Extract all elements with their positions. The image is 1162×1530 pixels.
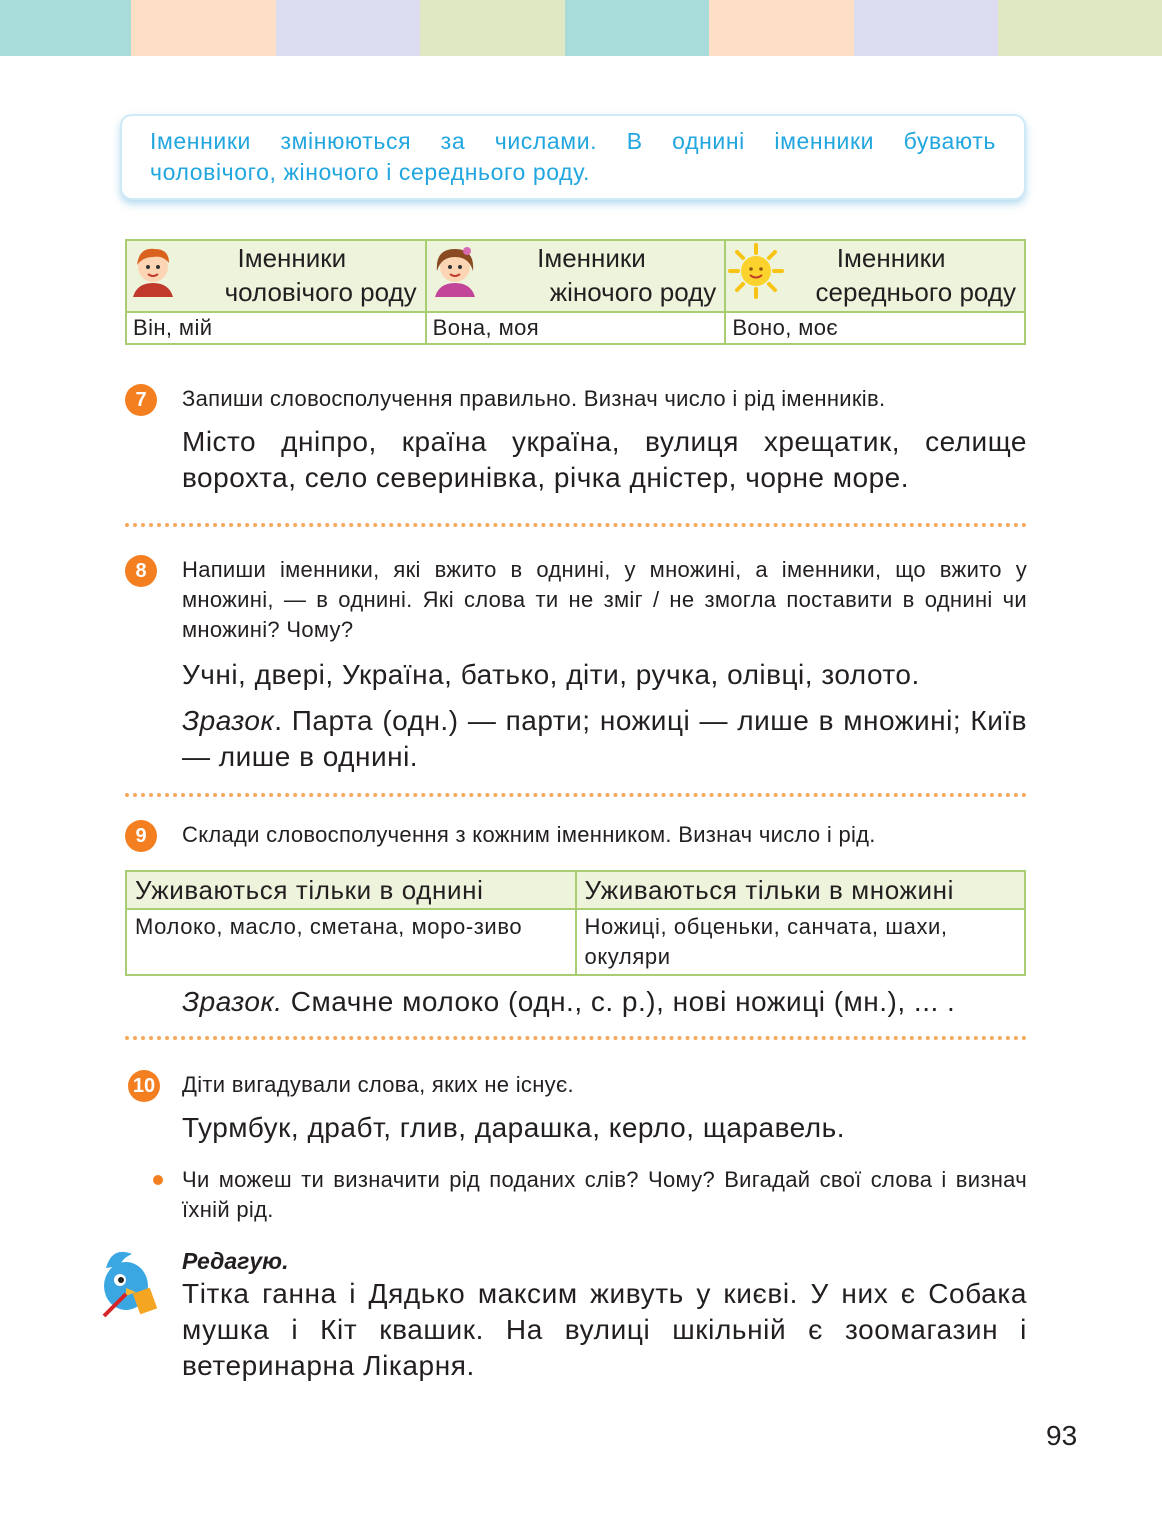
- task-sample: [182, 703, 1027, 775]
- task-number-badge: 10: [128, 1070, 160, 1102]
- rule-line-2: чоловічого, жіночого і середнього роду.: [150, 159, 590, 185]
- rule-line-1: Іменники змінюються за числами. В однині іменники бувають: [150, 128, 996, 154]
- task-8: [125, 555, 1027, 775]
- usage-header-plural: Уживаються тільки в множині: [576, 871, 1026, 909]
- sample-label: Зразок.: [182, 986, 283, 1017]
- stripe-segment: [420, 0, 565, 56]
- stripe-segment: [276, 0, 420, 56]
- dotted-divider: [125, 523, 1027, 527]
- sample-text: . Парта (одн.) — парти; ножиці — лише в множині; Київ — лише в однині.: [182, 705, 1027, 772]
- top-color-stripe: [0, 0, 1162, 56]
- stripe-segment: [998, 0, 1162, 56]
- task-text: Місто дніпро, країна україна, вулиця хрещатик, селище ворохта, село северинівка, річка дністер, чорне море.: [182, 426, 1027, 493]
- header-line: жіночого роду: [549, 277, 717, 307]
- bird-mascot-icon: [92, 1246, 162, 1326]
- sample-text: Смачне молоко (одн., с. р.), нові ножиці (мн.), ... .: [282, 986, 956, 1017]
- gender-table: [125, 239, 1026, 345]
- task-instruction: Діти вигадували слова, яких не існує.: [182, 1072, 574, 1097]
- bullet-dot: [153, 1175, 163, 1185]
- task-sample: [182, 984, 1027, 1020]
- gender-cell: Вона, моя: [426, 312, 726, 344]
- usage-cell-plural: Ножиці, обценьки, санчата, шахи, окуляри: [576, 909, 1026, 975]
- header-line: Іменники: [537, 243, 646, 273]
- stripe-segment: [709, 0, 854, 56]
- sample-label: Зразок: [182, 705, 275, 736]
- girl-icon: [429, 243, 481, 297]
- gender-header-neuter: [725, 240, 1025, 312]
- task-instruction: Склади словосполучення з кожним іменником. Визнач число і рід.: [182, 822, 876, 847]
- sun-icon: [728, 243, 784, 299]
- task-number-badge: 8: [125, 555, 157, 587]
- task-number-badge: 7: [125, 384, 157, 416]
- usage-cell-singular: Молоко, масло, сметана, моро-зиво: [126, 909, 576, 975]
- gender-header-feminine: [426, 240, 726, 312]
- stripe-segment: [0, 0, 131, 56]
- gender-cell: Він, мій: [126, 312, 426, 344]
- task-text: Учні, двері, Україна, батько, діти, ручка, олівці, золото.: [182, 659, 920, 690]
- task-9: [125, 820, 1027, 850]
- header-line: чоловічого роду: [224, 277, 417, 307]
- task-number-badge: 9: [125, 820, 157, 852]
- task-instruction: Напиши іменники, які вжито в однині, у множині, а іменники, що вжито у множині, — в однині. Які слова ти не зміг / не змогла поставити в однині чи множині? Чому?: [182, 557, 1027, 642]
- boy-icon: [129, 243, 177, 297]
- dotted-divider: [125, 1036, 1027, 1040]
- dotted-divider: [125, 793, 1027, 797]
- header-line: Іменники: [237, 243, 347, 273]
- stripe-segment: [131, 0, 276, 56]
- page-number: 93: [1046, 1420, 1078, 1451]
- number-usage-table: [125, 870, 1026, 976]
- task-7: [125, 384, 1027, 496]
- edit-text: Тітка ганна і Дядько максим живуть у києві. У них є Собака мушка і Кіт квашик. На вулиці шкільній є зоомагазин і ветеринарна Лікарня.: [182, 1278, 1027, 1381]
- task-text: Турмбук, драбт, глив, дарашка, керло, щаравель.: [182, 1112, 845, 1143]
- usage-header-singular: Уживаються тільки в однині: [126, 871, 576, 909]
- edit-title: Редагую.: [182, 1248, 289, 1274]
- bullet-text: Чи можеш ти визначити рід поданих слів? Чому? Вигадай свої слова і визнач їхній рід.: [182, 1167, 1027, 1222]
- header-line: Іменники: [836, 243, 946, 273]
- gender-header-masculine: [126, 240, 426, 312]
- task-instruction: Запиши словосполучення правильно. Визнач число і рід іменників.: [182, 386, 886, 411]
- rule-box: [120, 114, 1026, 200]
- gender-cell: Воно, моє: [725, 312, 1025, 344]
- task-10: [125, 1070, 1027, 1146]
- header-line: середнього роду: [815, 277, 1016, 307]
- stripe-segment: [854, 0, 998, 56]
- stripe-segment: [565, 0, 709, 56]
